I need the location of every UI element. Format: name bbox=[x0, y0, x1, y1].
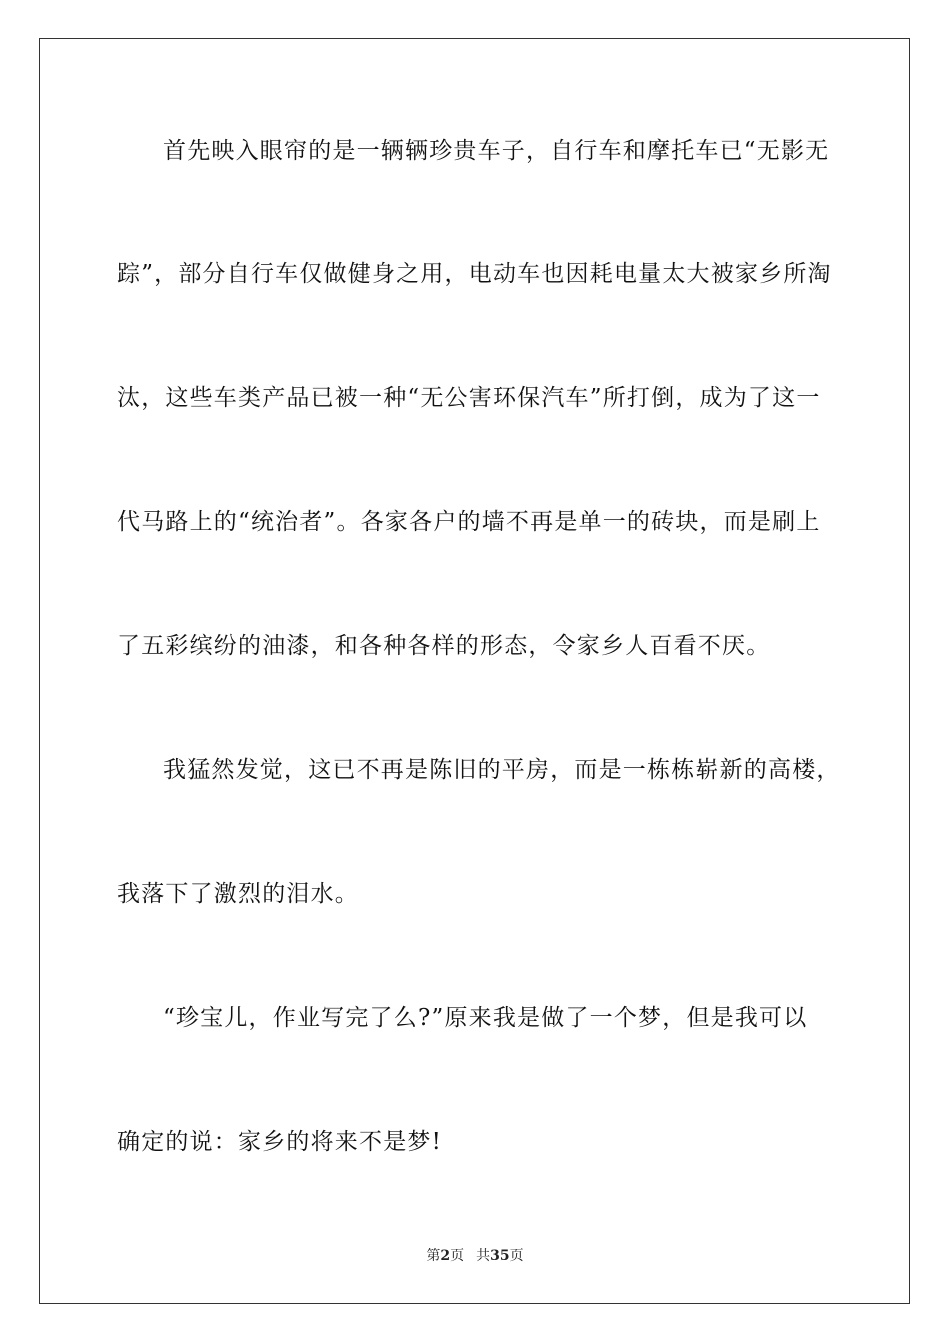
paragraph-1-line-5: 了五彩缤纷的油漆，和各种各样的形态，令家乡人百看不厌。 bbox=[117, 633, 771, 659]
footer-prefix: 第 bbox=[426, 1248, 441, 1264]
paragraph-2-line-1: 我猛然发觉，这已不再是陈旧的平房，而是一栋栋崭新的高楼， bbox=[163, 757, 841, 783]
total-pages-number: 35 bbox=[490, 1248, 510, 1264]
page-border bbox=[39, 38, 910, 1304]
paragraph-3-line-1: “珍宝儿，作业写完了么?”原来我是做了一个梦，但是我可以 bbox=[163, 1005, 808, 1031]
footer-total-suffix: 页 bbox=[509, 1248, 524, 1264]
paragraph-1-line-2: 踪”，部分自行车仅做健身之用，电动车也因耗电量太大被家乡所淘 bbox=[117, 261, 832, 287]
paragraph-2-line-2: 我落下了激烈的泪水。 bbox=[117, 881, 359, 907]
paragraph-1-line-4: 代马路上的“统治者”。各家各户的墙不再是单一的砖块，而是刷上 bbox=[117, 509, 821, 535]
paragraph-1-line-1: 首先映入眼帘的是一辆辆珍贵车子，自行车和摩托车已“无影无 bbox=[163, 138, 830, 164]
paragraph-1-line-3: 汰，这些车类产品已被一种“无公害环保汽车”所打倒，成为了这一 bbox=[117, 385, 821, 411]
footer-total-prefix: 共 bbox=[476, 1248, 491, 1264]
current-page-number: 2 bbox=[440, 1248, 451, 1264]
page-footer bbox=[0, 1246, 950, 1266]
footer-page-suffix: 页 bbox=[450, 1248, 465, 1264]
paragraph-3-line-2: 确定的说：家乡的将来不是梦! bbox=[117, 1129, 443, 1155]
